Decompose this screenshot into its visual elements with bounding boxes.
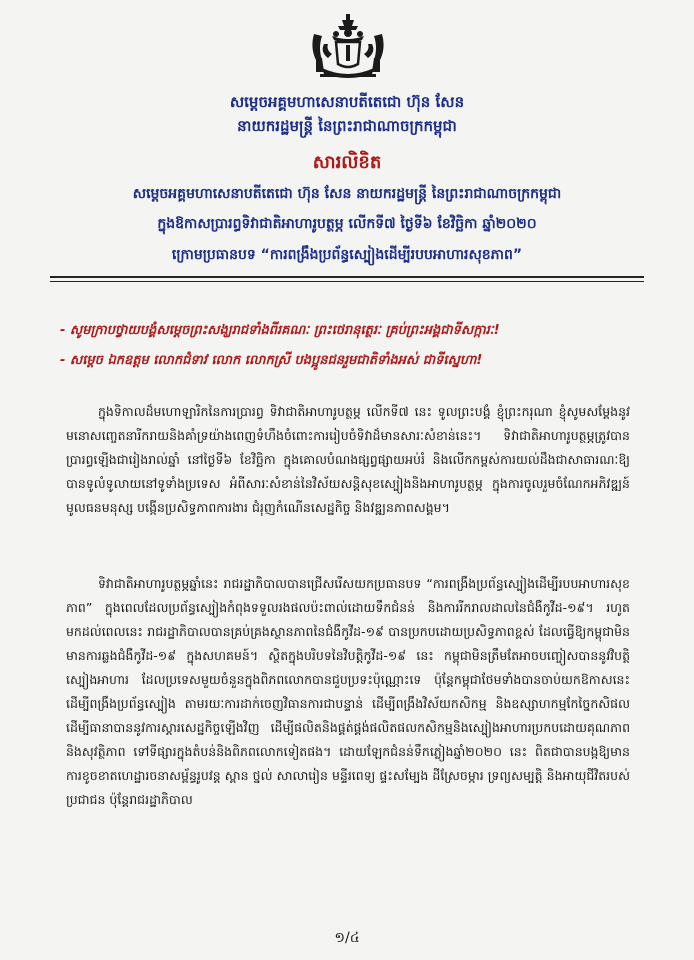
letterhead-name: សម្ដេចអគ្គមហាសេនាបតីតេជោ ហ៊ុន សែន bbox=[229, 93, 465, 111]
document-subtitle-occasion: ក្នុងឱកាសប្រារព្ធទិវាជាតិអាហារូបត្ថម្ភ លើកទី៧ ថ្ងៃទី៦ ខែវិច្ឆិកា ឆ្នាំ២០២០ bbox=[157, 216, 537, 232]
document-title: សារលិខិត bbox=[312, 152, 382, 173]
letterhead-position: នាយករដ្ឋមន្ត្រី នៃព្រះរាជាណាចក្រកម្ពុជា bbox=[237, 117, 457, 135]
greeting-monks: - សូមក្រាបថ្វាយបង្គំសម្ដេចព្រះសង្ឃរាជទាំងពីរគណៈ ព្រះថេរានុត្ថេរៈ គ្រប់ព្រះអង្គជាទីសក្ការៈ! bbox=[60, 323, 500, 338]
divider-thin bbox=[50, 281, 644, 282]
document-subtitle-theme: ក្រោមប្រធានបទ “ការពង្រឹងប្រព័ន្ធស្បៀងដើម្បីរបបអាហារសុខភាព” bbox=[171, 247, 523, 263]
body-paragraph-2 bbox=[66, 572, 630, 812]
paragraph-text: ទិវាជាតិអាហារូបត្ថម្ភឆ្នាំនេះ រាជរដ្ឋាភិបាលបានជ្រើសរើសយកប្រធានបទ “ការពង្រឹងប្រព័ន្ធស្បៀងដើម្បីរបបអាហារសុខភាព” ក្នុងពេលដែលប្រព័ន្ធស្បៀងកំពុងទទួលរងផលប៉ះពាល់ដោយទឹកជំនន់ និងការរីករាលដាលនៃជំងឺកូវីដ-១៩។ រហូតមកដល់ពេលនេះ រាជរដ្ឋាភិបាលបានគ្រប់គ្រងស្ថានភាពនៃជំងឺកូវីដ-១៩ បានប្រកបដោយប្រសិទ្ធភាពខ្ពស់ ដែលធ្វើឱ្យកម្ពុជាមិនមានការឆ្លងជំងឺកូវីដ-១៩ ក្នុងសហគមន៍។ ស្ថិតក្នុងបរិបទនៃវិបត្តិកូវីដ-១៩ នេះ កម្ពុជាមិនត្រឹមតែអាចបញ្ចៀសបាននូវវិបត្តិស្បៀងអាហារ ដែលប្រទេសមួយចំនួនក្នុងពិភពលោកបានជួបប្រទះប៉ុណ្ណោះទេ ប៉ុន្តែកម្ពុជាថែមទាំងបានចាប់យកឱកាសនេះដើម្បីពង្រឹងប្រព័ន្ធស្បៀង តាមរយៈការដាក់ចេញវិធានការជាបន្ទាន់ ដើម្បីពង្រឹងវិស័យកសិកម្ម និងឧស្សាហកម្មកែច្នៃកសិផល ដើម្បីធានាបាននូវការស្ដារសេដ្ឋកិច្ចឡើងវិញ ដើម្បីផលិតនិងផ្គត់ផ្គង់ផលិតផលកសិកម្មនិងស្បៀងអាហារប្រកបដោយគុណភាពនិងសុវត្ថិភាព ទៅទីផ្សារក្នុងតំបន់និងពិភពលោកទៀតផង។ ដោយឡែកជំនន់ទឹកភ្លៀងឆ្នាំ២០២០ នេះ ពិតជាបានបង្កឱ្យមានការខូចខាតហេដ្ឋារចនាសម្ព័ន្ធរូបវន្ត ស្ពាន ថ្នល់ សាលារៀន មន្ទីរពេទ្យ ផ្ទះសម្បែង ដីស្រែចម្ការ ទ្រព្យសម្បត្តិ និងអាយុជីវិតរបស់ប្រជាជន ប៉ុន្តែរាជរដ្ឋាភិបាល bbox=[66, 576, 630, 807]
paragraph-text: ក្នុងទិកាលដ៏មហោឡារិកនៃការប្រារព្ធ ទិវាជាតិអាហារូបត្ថម្ភ លើកទី៧ នេះ ទូលព្រះបង្គំ ខ្ញុំព្រះករុណា ខ្ញុំសូមសម្ដែងនូវមនោសញ្ចេតនារីករាយនិងគាំទ្រយ៉ាងពេញទំហឹងចំពោះការរៀបចំទិវាដ៏មានសារៈសំខាន់នេះ។ ទិវាជាតិអាហារូបត្ថម្ភត្រូវបានប្រារព្ធឡើងជារៀងរាល់ឆ្នាំ នៅថ្ងៃទី៦ ខែវិច្ឆិកា ក្នុងគោលបំណងផ្សព្វផ្សាយអប់រំ និងលើកកម្ពស់ការយល់ដឹងជាសាធារណៈឱ្យបានទូលំទូលាយនៅទូទាំងប្រទេស អំពីសារៈសំខាន់នៃវិស័យសន្តិសុខស្បៀងនិងអាហារូបត្ថម្ភ ក្នុងការចូលរួមចំណែកអភិវឌ្ឍន៍មូលធនមនុស្ស បង្កើនប្រសិទ្ធភាពការងារ ជំរុញកំណើនសេដ្ឋកិច្ច និងវឌ្ឍនភាពសង្គម។ bbox=[66, 404, 630, 515]
document-subtitle-sender: សម្ដេចអគ្គមហាសេនាបតីតេជោ ហ៊ុន សែន នាយករដ្ឋមន្ត្រី នៃព្រះរាជាណាចក្រកម្ពុជា bbox=[132, 186, 562, 202]
royal-coat-of-arms-icon bbox=[302, 14, 394, 78]
body-paragraph-1 bbox=[66, 400, 630, 520]
divider-thick bbox=[50, 276, 644, 278]
page-number: ១/៤ bbox=[334, 930, 360, 946]
greeting-audience: - សម្ដេច ឯកឧត្តម លោកជំទាវ លោក លោកស្រី បងប្អូនជនរួមជាតិទាំងអស់ ជាទីស្នេហា! bbox=[60, 353, 483, 368]
